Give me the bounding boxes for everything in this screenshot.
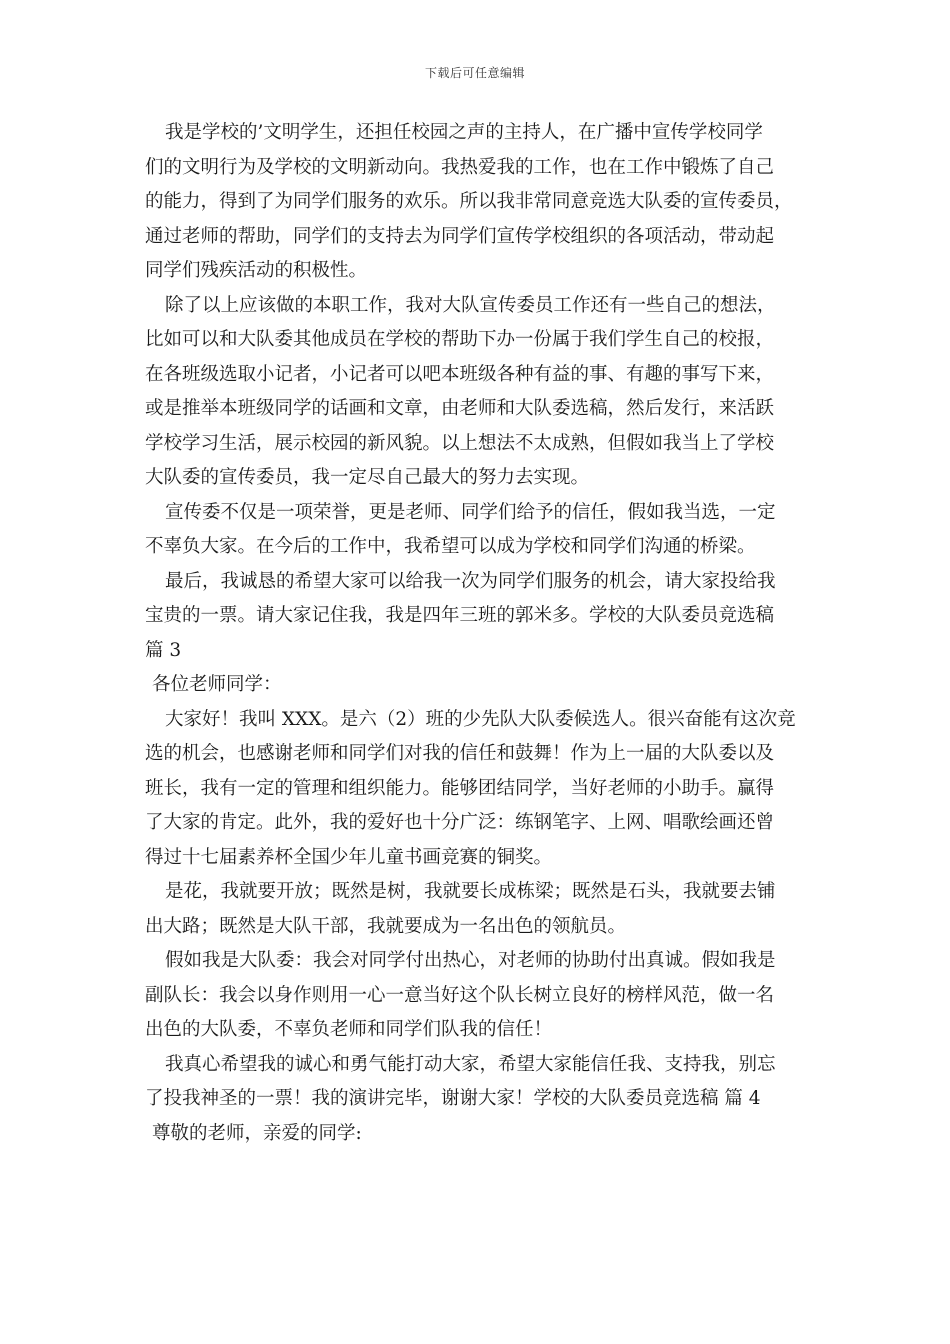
text-line: 了投我神圣的一票！我的演讲完毕，谢谢大家！学校的大队委员竞选稿 篇 4	[145, 1088, 761, 1109]
text-line: 我真心希望我的诚心和勇气能打动大家，希望大家能信任我、支持我，别忘	[165, 1053, 776, 1075]
text-line: 得过十七届素养杯全国少年儿童书画竞赛的铜奖。	[145, 846, 553, 868]
text-line: 最后，我诚恳的希望大家可以给我一次为同学们服务的机会，请大家投给我	[165, 570, 776, 592]
text-line: 比如可以和大队委其他成员在学校的帮助下办一份属于我们学生自己的校报，	[145, 329, 775, 350]
text-line: 出大路；既然是大队干部，我就要成为一名出色的领航员。	[145, 915, 627, 937]
text-line: 的能力，得到了为同学们服务的欢乐。所以我非常同意竞选大队委的宣传委员，	[145, 191, 793, 212]
text-line: 宝贵的一票。请大家记住我，我是四年三班的郭米多。学校的大队委员竞选稿	[145, 605, 775, 626]
text-line: 出色的大队委，不辜负老师和同学们队我的信任！	[145, 1019, 553, 1040]
text-line: 篇 3	[145, 639, 182, 661]
text-line: 班长，我有一定的管理和组织能力。能够团结同学，当好老师的小助手。赢得	[145, 777, 775, 799]
text-line: 宣传委不仅是一项荣誉，更是老师、同学们给予的信任，假如我当选，一定	[165, 501, 776, 523]
text-line: 通过老师的帮助，同学们的支持去为同学们宣传学校组织的各项活动，带动起	[145, 225, 775, 247]
text-line: 是花，我就要开放；既然是树，我就要长成栋梁；既然是石头，我就要去铺	[165, 881, 776, 902]
text-line: 不辜负大家。在今后的工作中，我希望可以成为学校和同学们沟通的桥梁。	[145, 536, 756, 557]
text-line: 们的文明行为及学校的文明新动向。我热爱我的工作，也在工作中锻炼了自己	[145, 156, 775, 178]
text-line: 我是学校的’文明学生，还担任校园之声的主持人，在广播中宣传学校同学	[165, 122, 763, 143]
text-line: 大队委的宣传委员，我一定尽自己最大的努力去实现。	[145, 467, 590, 488]
document-body	[145, 116, 811, 1151]
text-line: 副队长：我会以身作则用一心一意当好这个队长树立良好的榜样风范，做一名	[145, 984, 775, 1006]
text-line: 大家好！我叫 XXX。是六（2）班的少先队大队委候选人。很兴奋能有这次竞	[165, 708, 796, 730]
text-line: 同学们残疾活动的积极性。	[145, 260, 368, 281]
text-line: 在各班级选取小记者，小记者可以吧本班级各种有益的事、有趣的事写下来，	[145, 363, 775, 385]
text-line: 各位老师同学：	[152, 674, 282, 695]
text-line: 学校学习生活，展示校园的新风貌。以上想法不太成熟，但假如我当上了学校	[145, 432, 775, 454]
text-line: 或是推举本班级同学的话画和文章，由老师和大队委选稿，然后发行，来活跃	[145, 398, 775, 419]
text-line: 选的机会，也感谢老师和同学们对我的信任和鼓舞！作为上一届的大队委以及	[145, 743, 775, 764]
text-line: 除了以上应该做的本职工作，我对大队宣传委员工作还有一些自己的想法，	[165, 294, 776, 316]
page-header: 下载后可任意编辑	[424, 66, 525, 80]
text-line: 假如我是大队委：我会对同学付出热心，对老师的协助付出真诚。假如我是	[165, 950, 776, 971]
text-line: 尊敬的老师，亲爱的同学:	[152, 1122, 362, 1144]
text-line: 了大家的肯定。此外，我的爱好也十分广泛：练钢笔字、上网、唱歌绘画还曾	[145, 812, 775, 833]
